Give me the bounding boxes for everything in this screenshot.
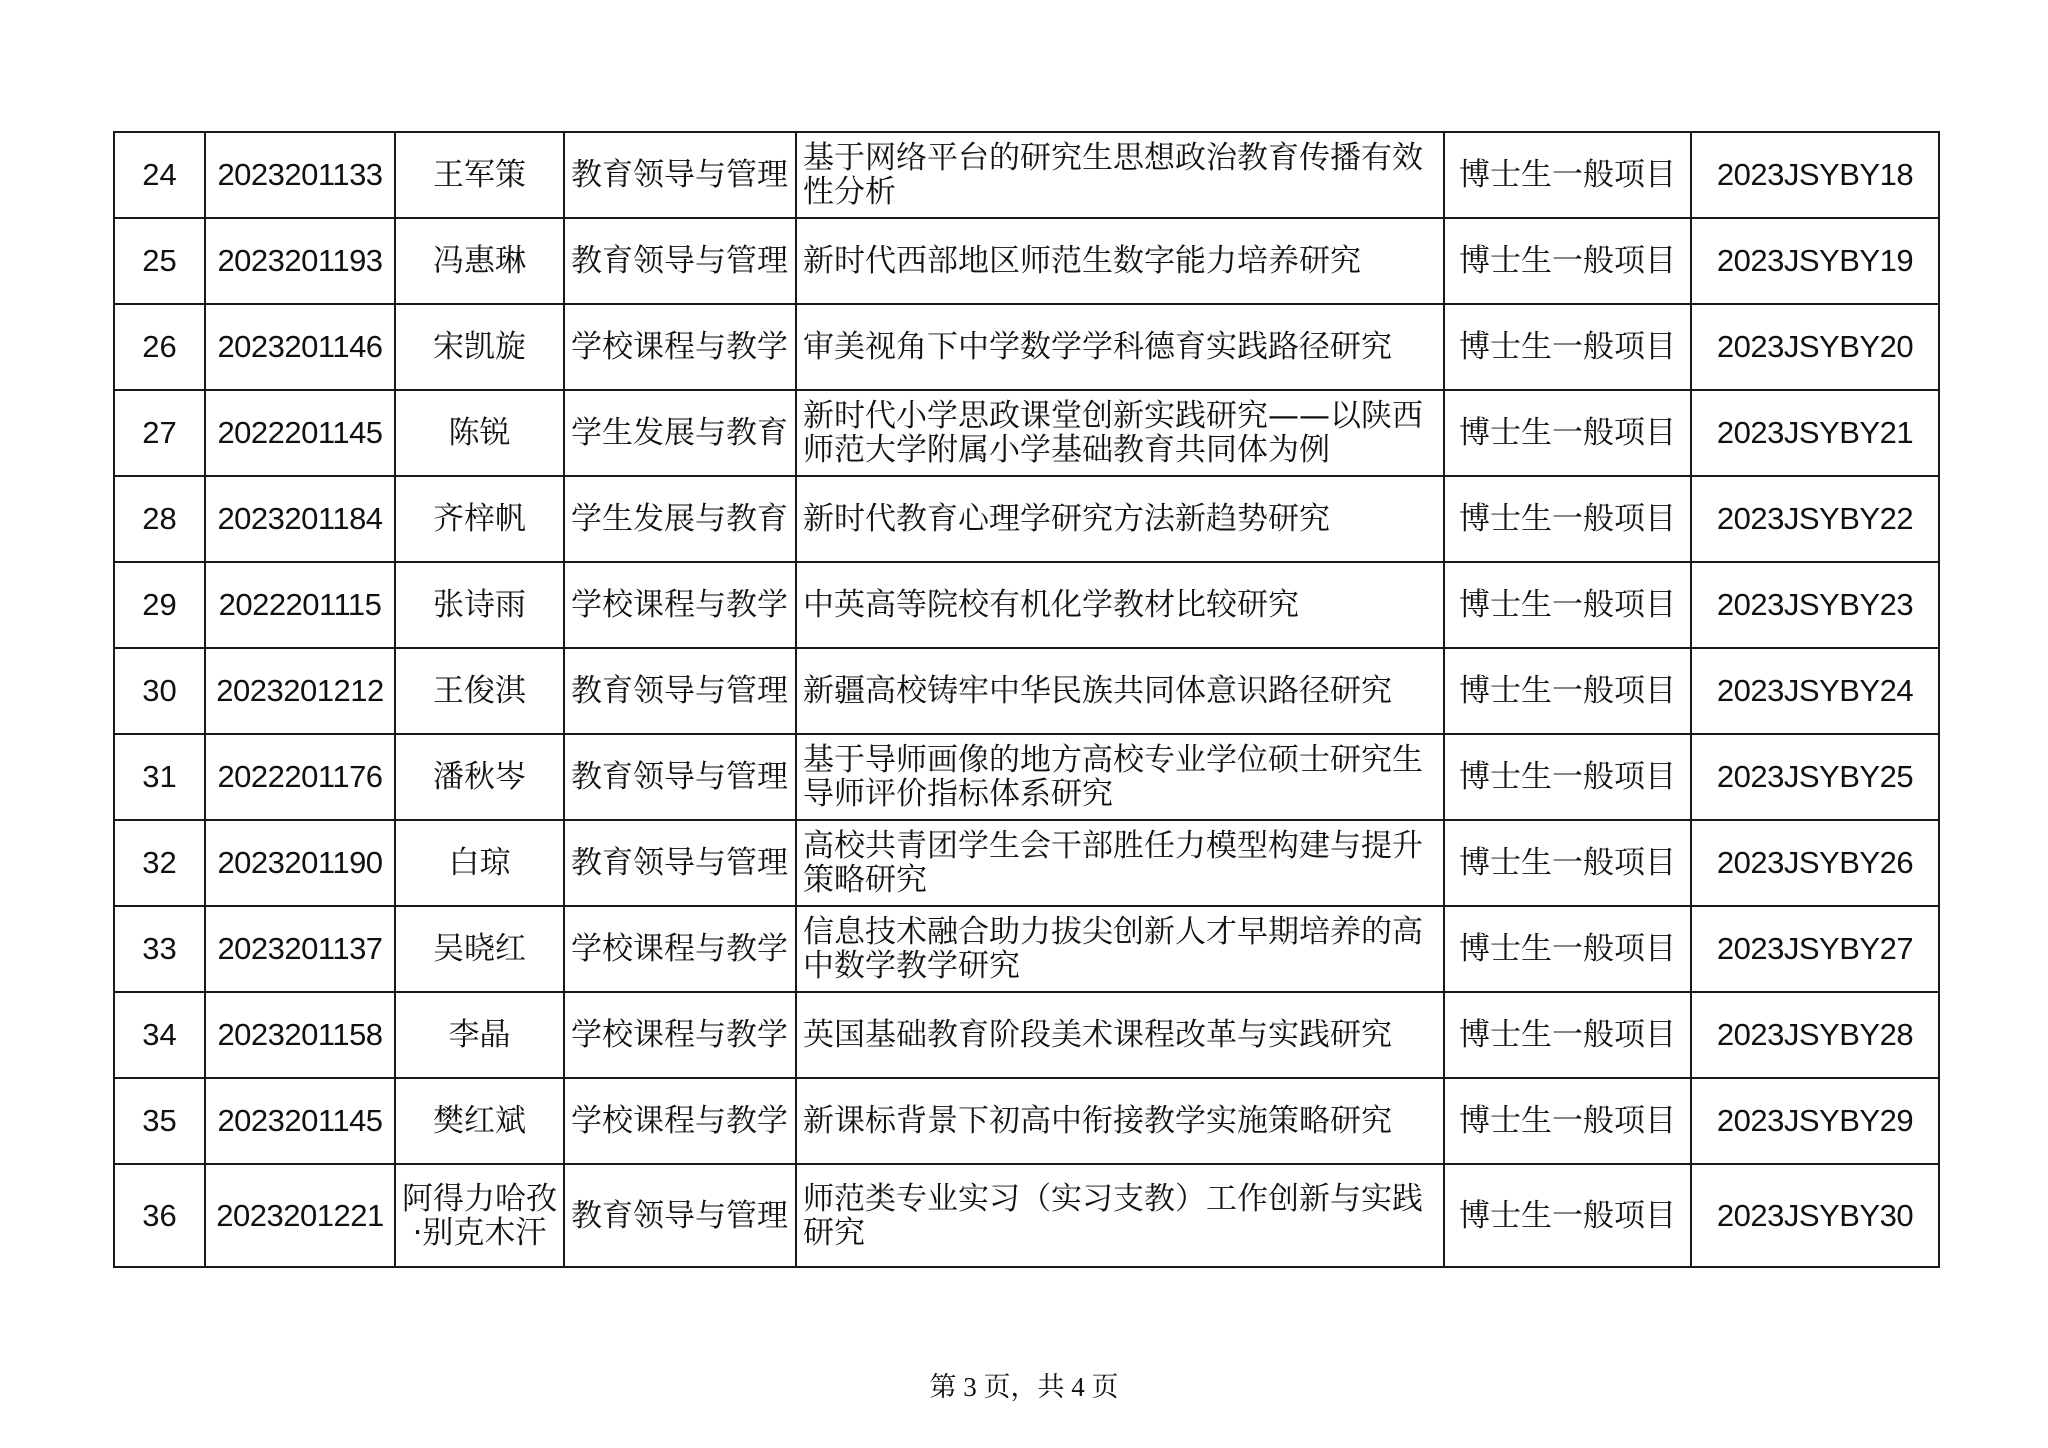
project-type: 博士生一般项目	[1444, 906, 1691, 992]
project-title: 基于导师画像的地方高校专业学位硕士研究生导师评价指标体系研究	[796, 734, 1444, 820]
student-id: 2023201221	[205, 1164, 395, 1267]
project-code: 2023JSYBY19	[1691, 218, 1939, 304]
project-title: 新时代小学思政课堂创新实践研究——以陕西师范大学附属小学基础教育共同体为例	[796, 390, 1444, 476]
major: 教育领导与管理	[564, 820, 796, 906]
student-name: 吴晓红	[395, 906, 564, 992]
table-row	[114, 1078, 1939, 1164]
student-name: 白琼	[395, 820, 564, 906]
student-name: 冯惠琳	[395, 218, 564, 304]
project-type: 博士生一般项目	[1444, 734, 1691, 820]
project-title: 高校共青团学生会干部胜任力模型构建与提升策略研究	[796, 820, 1444, 906]
student-name: 陈锐	[395, 390, 564, 476]
project-title: 师范类专业实习（实习支教）工作创新与实践研究	[796, 1164, 1444, 1267]
row-number: 33	[114, 906, 205, 992]
table-row	[114, 820, 1939, 906]
row-number: 27	[114, 390, 205, 476]
table-row	[114, 218, 1939, 304]
major: 学校课程与教学	[564, 304, 796, 390]
major: 教育领导与管理	[564, 648, 796, 734]
major: 教育领导与管理	[564, 132, 796, 218]
project-type: 博士生一般项目	[1444, 390, 1691, 476]
row-number: 35	[114, 1078, 205, 1164]
student-id: 2023201158	[205, 992, 395, 1078]
project-type: 博士生一般项目	[1444, 648, 1691, 734]
project-code: 2023JSYBY30	[1691, 1164, 1939, 1267]
major: 教育领导与管理	[564, 1164, 796, 1267]
project-type: 博士生一般项目	[1444, 992, 1691, 1078]
row-number: 32	[114, 820, 205, 906]
project-title: 信息技术融合助力拔尖创新人才早期培养的高中数学教学研究	[796, 906, 1444, 992]
student-name: 李晶	[395, 992, 564, 1078]
project-code: 2023JSYBY18	[1691, 132, 1939, 218]
project-code: 2023JSYBY27	[1691, 906, 1939, 992]
table-row	[114, 992, 1939, 1078]
project-code: 2023JSYBY26	[1691, 820, 1939, 906]
project-title: 新时代西部地区师范生数字能力培养研究	[796, 218, 1444, 304]
project-code: 2023JSYBY24	[1691, 648, 1939, 734]
student-name: 王军策	[395, 132, 564, 218]
project-code: 2023JSYBY20	[1691, 304, 1939, 390]
project-code: 2023JSYBY28	[1691, 992, 1939, 1078]
student-id: 2023201145	[205, 1078, 395, 1164]
row-number: 36	[114, 1164, 205, 1267]
row-number: 24	[114, 132, 205, 218]
student-id: 2023201137	[205, 906, 395, 992]
project-title: 审美视角下中学数学学科德育实践路径研究	[796, 304, 1444, 390]
student-name: 王俊淇	[395, 648, 564, 734]
student-name: 齐梓帆	[395, 476, 564, 562]
project-code: 2023JSYBY29	[1691, 1078, 1939, 1164]
table-row	[114, 734, 1939, 820]
student-id: 2023201184	[205, 476, 395, 562]
project-type: 博士生一般项目	[1444, 562, 1691, 648]
major: 教育领导与管理	[564, 218, 796, 304]
row-number: 34	[114, 992, 205, 1078]
project-title: 新疆高校铸牢中华民族共同体意识路径研究	[796, 648, 1444, 734]
major: 学校课程与教学	[564, 906, 796, 992]
project-table	[113, 131, 1940, 1268]
project-type: 博士生一般项目	[1444, 304, 1691, 390]
table-row	[114, 648, 1939, 734]
student-id: 2023201193	[205, 218, 395, 304]
row-number: 26	[114, 304, 205, 390]
project-title: 中英高等院校有机化学教材比较研究	[796, 562, 1444, 648]
project-title: 新时代教育心理学研究方法新趋势研究	[796, 476, 1444, 562]
project-code: 2023JSYBY23	[1691, 562, 1939, 648]
student-name: 宋凯旋	[395, 304, 564, 390]
project-type: 博士生一般项目	[1444, 1164, 1691, 1267]
student-id: 2023201133	[205, 132, 395, 218]
project-title: 基于网络平台的研究生思想政治教育传播有效性分析	[796, 132, 1444, 218]
project-code: 2023JSYBY25	[1691, 734, 1939, 820]
project-type: 博士生一般项目	[1444, 476, 1691, 562]
project-type: 博士生一般项目	[1444, 820, 1691, 906]
student-name: 阿得力哈孜·别克木汗	[395, 1164, 564, 1267]
student-name: 潘秋岑	[395, 734, 564, 820]
student-name: 张诗雨	[395, 562, 564, 648]
major: 学生发展与教育	[564, 390, 796, 476]
table-row	[114, 304, 1939, 390]
table-row	[114, 132, 1939, 218]
student-id: 2023201146	[205, 304, 395, 390]
student-name: 樊红斌	[395, 1078, 564, 1164]
row-number: 30	[114, 648, 205, 734]
project-type: 博士生一般项目	[1444, 132, 1691, 218]
row-number: 25	[114, 218, 205, 304]
student-id: 2022201176	[205, 734, 395, 820]
table-row	[114, 906, 1939, 992]
row-number: 29	[114, 562, 205, 648]
row-number: 31	[114, 734, 205, 820]
student-id: 2023201190	[205, 820, 395, 906]
table-row	[114, 562, 1939, 648]
row-number: 28	[114, 476, 205, 562]
table-row	[114, 390, 1939, 476]
major: 教育领导与管理	[564, 734, 796, 820]
major: 学校课程与教学	[564, 562, 796, 648]
major: 学生发展与教育	[564, 476, 796, 562]
student-id: 2022201115	[205, 562, 395, 648]
student-id: 2022201145	[205, 390, 395, 476]
major: 学校课程与教学	[564, 992, 796, 1078]
table-row	[114, 476, 1939, 562]
project-type: 博士生一般项目	[1444, 1078, 1691, 1164]
project-code: 2023JSYBY22	[1691, 476, 1939, 562]
page-footer: 第 3 页，共 4 页	[929, 1372, 1119, 1402]
table-row	[114, 1164, 1939, 1267]
student-id: 2023201212	[205, 648, 395, 734]
project-type: 博士生一般项目	[1444, 218, 1691, 304]
major: 学校课程与教学	[564, 1078, 796, 1164]
project-title: 英国基础教育阶段美术课程改革与实践研究	[796, 992, 1444, 1078]
project-title: 新课标背景下初高中衔接教学实施策略研究	[796, 1078, 1444, 1164]
project-code: 2023JSYBY21	[1691, 390, 1939, 476]
